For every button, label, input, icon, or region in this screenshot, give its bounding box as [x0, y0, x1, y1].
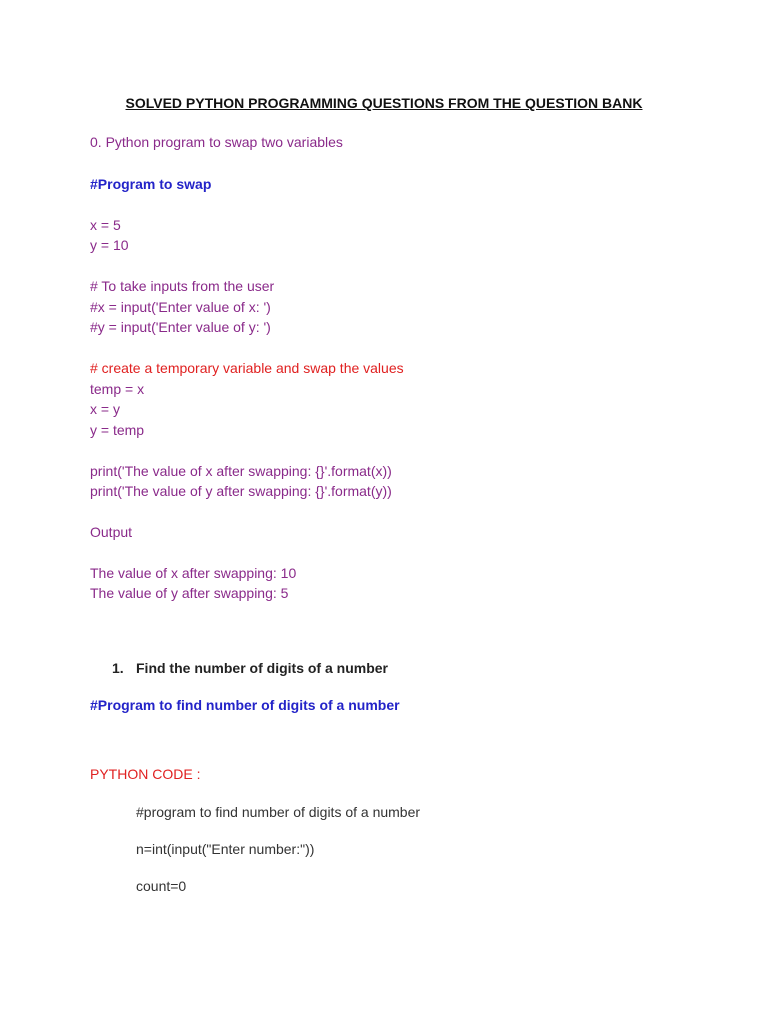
output-line: The value of y after swapping: 5	[90, 585, 289, 601]
code-line: y = 10	[90, 237, 129, 253]
output-label: Output	[90, 524, 133, 540]
q1-program-comment: #Program to find number of digits of a number	[90, 697, 400, 713]
python-code-label: PYTHON CODE :	[90, 766, 201, 782]
code-line: print('The value of x after swapping: {}'.format(x))	[90, 463, 392, 479]
code-line: n=int(input("Enter number:"))	[136, 841, 315, 857]
swap-comment: # create a temporary variable and swap the values	[90, 360, 404, 376]
q0-program-comment: #Program to swap	[90, 176, 212, 192]
document-title: SOLVED PYTHON PROGRAMMING QUESTIONS FROM THE QUESTION BANK	[125, 95, 643, 111]
code-line: x = y	[90, 401, 120, 417]
code-line: #x = input('Enter value of x: ')	[90, 299, 271, 315]
code-line: #y = input('Enter value of y: ')	[90, 319, 271, 335]
q1-number: 1.	[112, 660, 124, 676]
q0-heading: Python program to swap two variables	[105, 134, 343, 150]
code-line: temp = x	[90, 381, 145, 397]
code-line: print('The value of y after swapping: {}'.format(y))	[90, 483, 392, 499]
q0-heading-line	[90, 132, 343, 152]
q0-number: 0.	[90, 134, 102, 150]
code-comment: # To take inputs from the user	[90, 278, 275, 294]
code-line: y = temp	[90, 422, 145, 438]
code-line: #program to find number of digits of a number	[136, 804, 421, 820]
code-line: count=0	[136, 878, 187, 894]
code-line: x = 5	[90, 217, 121, 233]
q1-heading: Find the number of digits of a number	[136, 660, 388, 676]
output-line: The value of x after swapping: 10	[90, 565, 297, 581]
